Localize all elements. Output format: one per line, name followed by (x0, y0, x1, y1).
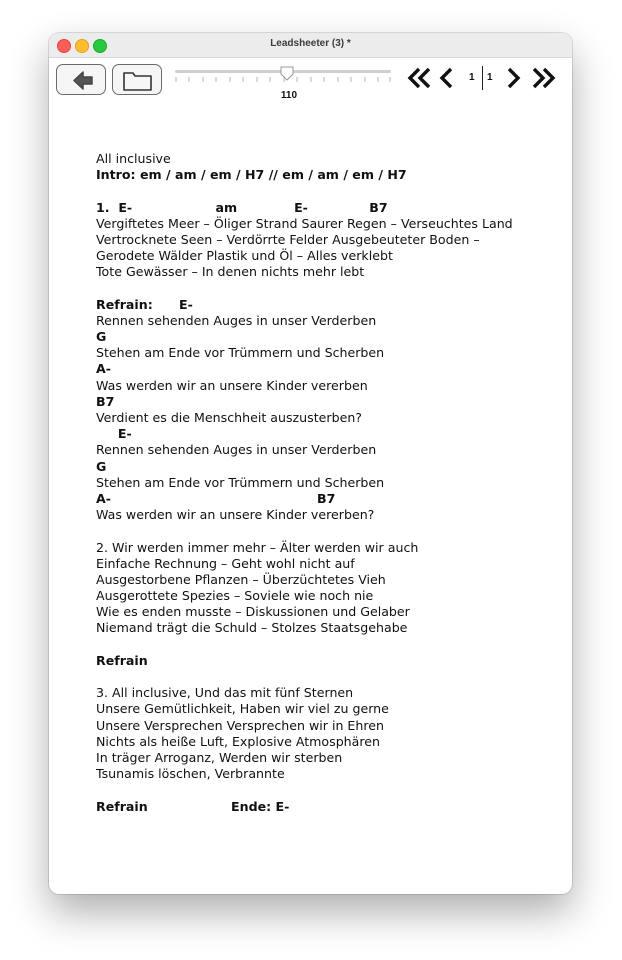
lyric-line: Vertrocknete Seen – Verdörrte Felder Ausgebeuteter Boden – (96, 231, 480, 247)
lyric-line: Wie es enden musste – Diskussionen und Gelaber (96, 604, 410, 620)
current-page-number: 1 (469, 72, 475, 83)
lyric-line: Einfache Rechnung – Geht wohl nicht auf (96, 555, 355, 571)
toolbar (49, 57, 572, 105)
zoom-slider-thumb[interactable] (279, 65, 295, 81)
first-page-button[interactable] (405, 63, 435, 93)
arrow-left-icon (57, 65, 107, 96)
chord-line: E- (96, 426, 132, 442)
double-chevron-left-icon (405, 63, 435, 93)
zoom-value: 110 (280, 90, 298, 101)
last-page-button[interactable] (528, 63, 560, 93)
song-title: All inclusive (96, 151, 171, 166)
title-bar (49, 33, 572, 58)
open-folder-button[interactable] (112, 64, 162, 95)
folder-icon (113, 65, 163, 96)
lyric-line: Rennen sehenden Auges in unser Verderben (96, 312, 377, 328)
chord-line: G (96, 329, 107, 345)
previous-page-button[interactable] (437, 63, 457, 93)
lyric-line: Stehen am Ende vor Trümmern und Scherben (96, 345, 385, 361)
total-page-number: 1 (487, 72, 493, 83)
chord-line: A- B7 (96, 490, 336, 506)
lyric-line: Rennen sehenden Auges in unser Verderben (96, 442, 377, 458)
window-title: Leadsheeter (3) * (270, 38, 351, 49)
lyric-line: Unsere Gemütlichkeit, Haben wir viel zu gerne (96, 701, 389, 717)
next-page-button[interactable] (503, 63, 523, 93)
lyric-line: Tsunamis löschen, Verbrannte (96, 766, 285, 782)
refrain-label: Refrain (96, 652, 148, 668)
lyric-line: Ausgestorbene Pflanzen – Überzüchtetes Vieh (96, 571, 386, 587)
lyric-line: Stehen am Ende vor Trümmern und Scherben (96, 474, 385, 490)
lyric-line: Niemand trägt die Schuld – Stolzes Staatsgehabe (96, 620, 408, 636)
lead-sheet (96, 151, 566, 815)
verse1-chords: 1. E- am E- B7 (96, 199, 388, 215)
lyric-line: Vergiftetes Meer – Öliger Strand Saurer Regen – Verseuchtes Land (96, 215, 513, 231)
back-button[interactable] (56, 64, 106, 95)
chord-line: A- (96, 361, 111, 377)
lyric-line: Was werden wir an unsere Kinder vererben? (96, 507, 375, 523)
lyric-line: In träger Arroganz, Werden wir sterben (96, 749, 343, 765)
lyric-line: Ausgerottete Spezies – Soviele wie noch nie (96, 588, 374, 604)
lyric-line: Unsere Versprechen Versprechen wir in Ehren (96, 717, 385, 733)
refrain-heading: Refrain: E- (96, 296, 193, 312)
lyric-line: Nichts als heiße Luft, Explosive Atmosphären (96, 733, 381, 749)
lyric-line: Tote Gewässer – In denen nichts mehr lebt (96, 264, 365, 280)
chevron-right-icon (503, 63, 523, 93)
chevron-left-icon (437, 63, 457, 93)
page-separator (482, 66, 483, 90)
lyric-line: Was werden wir an unsere Kinder vererben (96, 377, 368, 393)
intro-line: Intro: em / am / em / H7 // em / am / em / H7 (96, 167, 407, 183)
lyric-line: Gerodete Wälder Plastik und Öl – Alles verklebt (96, 248, 393, 264)
lyric-line: 2. Wir werden immer mehr – Älter werden wir auch (96, 539, 419, 555)
app-window (49, 33, 572, 894)
lyric-line: 3. All inclusive, Und das mit fünf Sternen (96, 685, 354, 701)
ending-line: Refrain Ende: E- (96, 798, 290, 814)
double-chevron-right-icon (528, 63, 560, 93)
chord-line: G (96, 458, 107, 474)
lyric-line: Verdient es die Menschheit auszusterben? (96, 410, 362, 425)
chord-line: B7 (96, 393, 115, 409)
